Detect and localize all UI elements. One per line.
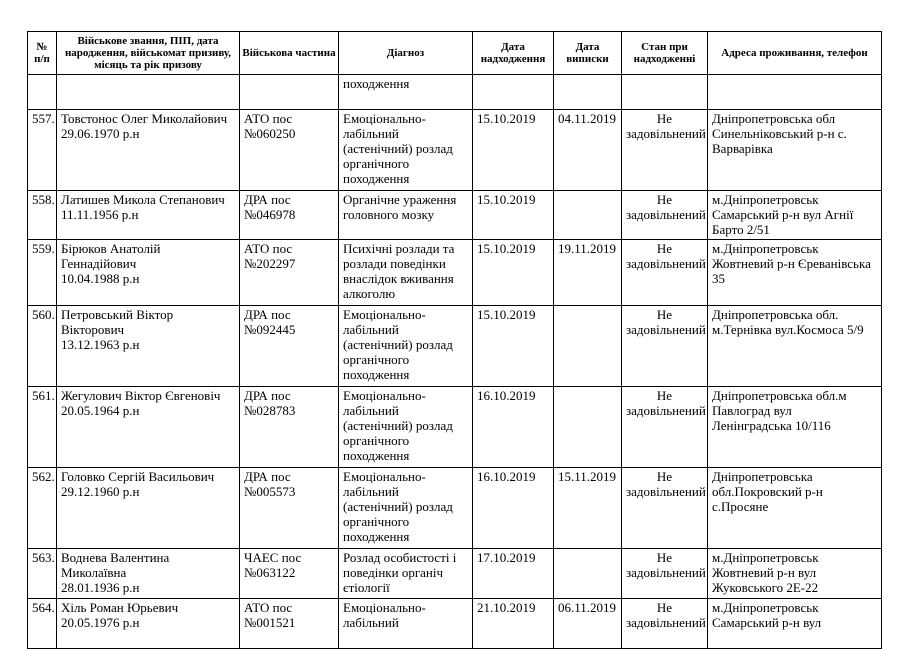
cell-state: Не задовільнений bbox=[622, 468, 708, 549]
cell-admission: 15.10.2019 bbox=[473, 191, 554, 240]
cell-state: Не задовільнений bbox=[622, 191, 708, 240]
cell-address: м.Дніпропетровськ Жовтневий р-н Єреванівська 35 bbox=[708, 240, 882, 306]
cell-address: м.Дніпропетровськ Самарський р-н вул Агнії Барто 2/51 bbox=[708, 191, 882, 240]
cell-person: Жегулович Віктор Євгеновіч 20.05.1964 р.н bbox=[57, 387, 240, 468]
header-num: № п/п bbox=[28, 32, 57, 75]
cell-diagnosis: Емоціонально- лабільний (астенічний) розлад органічного походження bbox=[339, 110, 473, 191]
header-diagnosis: Діагноз bbox=[339, 32, 473, 75]
cell-admission: 16.10.2019 bbox=[473, 387, 554, 468]
cell-person bbox=[57, 75, 240, 110]
cell-num: 561. bbox=[28, 387, 57, 468]
cell-diagnosis: походження bbox=[339, 75, 473, 110]
cell-state: Не задовільнений bbox=[622, 549, 708, 599]
cell-state: Не задовільнений bbox=[622, 240, 708, 306]
cell-person: Воднева Валентина Миколаївна 28.01.1936 р.н bbox=[57, 549, 240, 599]
header-row bbox=[28, 32, 882, 75]
cell-diagnosis: Емоціонально- лабільний (астенічний) розлад органічного походження bbox=[339, 387, 473, 468]
cell-unit: АТО пос №202297 bbox=[240, 240, 339, 306]
cell-state bbox=[622, 75, 708, 110]
cell-state: Не задовільнений bbox=[622, 306, 708, 387]
header-address: Адреса проживання, телефон bbox=[708, 32, 882, 75]
cell-person: Головко Сергій Васильович 29.12.1960 р.н bbox=[57, 468, 240, 549]
cell-person: Петровський Віктор Вікторович 13.12.1963 р.н bbox=[57, 306, 240, 387]
cell-admission: 15.10.2019 bbox=[473, 240, 554, 306]
cell-address: Дніпропетровська обл Синельніковський р-н с. Варварівка bbox=[708, 110, 882, 191]
cell-person: Товстонос Олег Миколайович 29.06.1970 р.н bbox=[57, 110, 240, 191]
table-row bbox=[28, 191, 882, 240]
cell-num bbox=[28, 75, 57, 110]
cell-diagnosis: Психічні розлади та розлади поведінки внаслідок вживання алкоголю bbox=[339, 240, 473, 306]
cell-unit: ЧАЕС пос №063122 bbox=[240, 549, 339, 599]
cell-person: Бірюков Анатолій Геннадійович 10.04.1988 р.н bbox=[57, 240, 240, 306]
header-discharge-date: Дата виписки bbox=[554, 32, 622, 75]
cell-unit bbox=[240, 75, 339, 110]
cell-discharge bbox=[554, 387, 622, 468]
cell-discharge bbox=[554, 549, 622, 599]
cell-num: 559. bbox=[28, 240, 57, 306]
cell-discharge: 19.11.2019 bbox=[554, 240, 622, 306]
header-unit: Військова частина bbox=[240, 32, 339, 75]
cell-unit: ДРА пос №028783 bbox=[240, 387, 339, 468]
cell-num: 557. bbox=[28, 110, 57, 191]
cell-address: м.Дніпропетровськ Жовтневий р-н вул Жуковського 2Е-22 bbox=[708, 549, 882, 599]
cell-person: Хіль Роман Юрьевич 20.05.1976 р.н bbox=[57, 599, 240, 649]
cell-admission: 17.10.2019 bbox=[473, 549, 554, 599]
cell-discharge: 04.11.2019 bbox=[554, 110, 622, 191]
header-state: Стан при надходженні bbox=[622, 32, 708, 75]
cell-diagnosis: Розлад особистості і поведінки органіч єтіології bbox=[339, 549, 473, 599]
cell-num: 562. bbox=[28, 468, 57, 549]
cell-address: Дніпропетровська обл.м Павлоград вул Ленінградська 10/116 bbox=[708, 387, 882, 468]
cell-unit: АТО пос №001521 bbox=[240, 599, 339, 649]
cell-admission: 16.10.2019 bbox=[473, 468, 554, 549]
table-row bbox=[28, 240, 882, 306]
table-row bbox=[28, 599, 882, 649]
cell-num: 560. bbox=[28, 306, 57, 387]
table-row bbox=[28, 468, 882, 549]
cell-discharge bbox=[554, 306, 622, 387]
cell-diagnosis: Емоціонально- лабільний (астенічний) розлад органічного походження bbox=[339, 468, 473, 549]
cell-state: Не задовільнений bbox=[622, 110, 708, 191]
cell-diagnosis: Емоціонально- лабільний (астенічний) розлад органічного походження bbox=[339, 306, 473, 387]
cell-diagnosis: Органічне ураження головного мозку bbox=[339, 191, 473, 240]
header-admission-date: Дата надходження bbox=[473, 32, 554, 75]
cell-state: Не задовільнений bbox=[622, 599, 708, 649]
cell-diagnosis: Емоціонально- лабільний bbox=[339, 599, 473, 649]
cell-discharge bbox=[554, 191, 622, 240]
cell-admission: 21.10.2019 bbox=[473, 599, 554, 649]
cell-num: 563. bbox=[28, 549, 57, 599]
cell-num: 564. bbox=[28, 599, 57, 649]
cell-address bbox=[708, 75, 882, 110]
table-row bbox=[28, 75, 882, 110]
cell-discharge bbox=[554, 75, 622, 110]
cell-address: Дніпропетровська обл. м.Тернівка вул.Космоса 5/9 bbox=[708, 306, 882, 387]
header-person: Військове звання, ПІП, дата народження, військомат призиву, місяць та рік призову bbox=[57, 32, 240, 75]
cell-address: Дніпропетровська обл.Покровский р-н с.Просяне bbox=[708, 468, 882, 549]
table-row bbox=[28, 387, 882, 468]
cell-unit: ДРА пос №005573 bbox=[240, 468, 339, 549]
table-row bbox=[28, 110, 882, 191]
cell-admission: 15.10.2019 bbox=[473, 306, 554, 387]
cell-unit: ДРА пос №092445 bbox=[240, 306, 339, 387]
cell-discharge: 15.11.2019 bbox=[554, 468, 622, 549]
cell-state: Не задовільнений bbox=[622, 387, 708, 468]
cell-unit: АТО пос №060250 bbox=[240, 110, 339, 191]
cell-admission: 15.10.2019 bbox=[473, 110, 554, 191]
cell-admission bbox=[473, 75, 554, 110]
table-row bbox=[28, 549, 882, 599]
cell-person: Латишев Микола Степанович 11.11.1956 р.н bbox=[57, 191, 240, 240]
cell-address: м.Дніпропетровськ Самарський р-н вул bbox=[708, 599, 882, 649]
cell-discharge: 06.11.2019 bbox=[554, 599, 622, 649]
cell-unit: ДРА пос №046978 bbox=[240, 191, 339, 240]
patient-register-table bbox=[27, 31, 882, 649]
table-row bbox=[28, 306, 882, 387]
cell-num: 558. bbox=[28, 191, 57, 240]
